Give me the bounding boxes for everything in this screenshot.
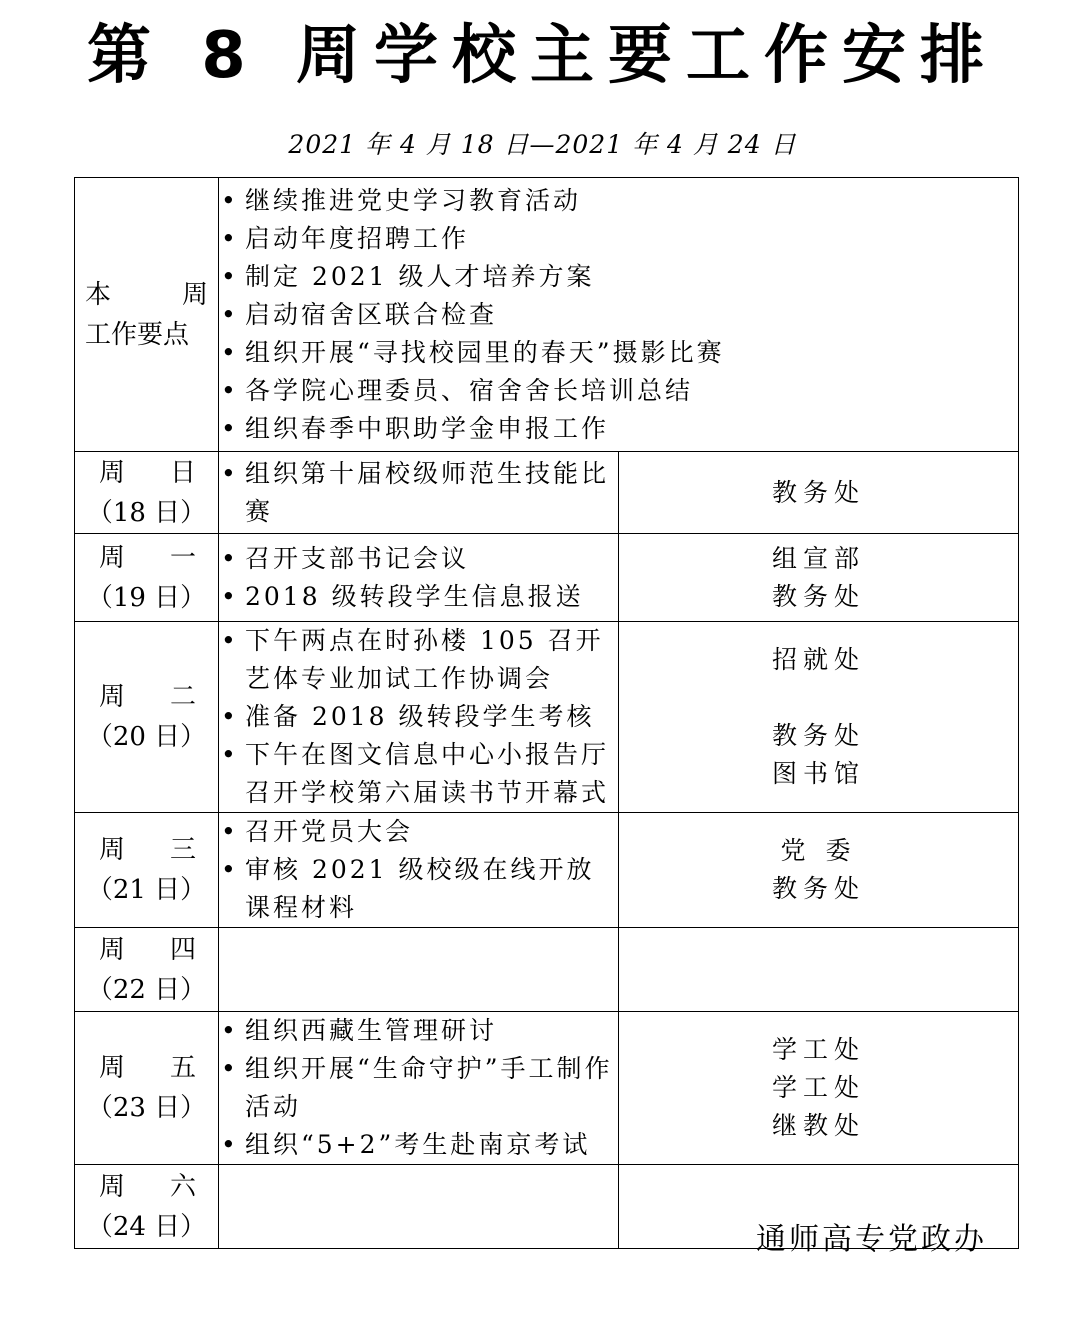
responsible-dept: 教务处 [771,581,865,611]
day-name-char-b: 四 [169,934,196,965]
summary-item: • 各学院心理委员、宿舍舍长培训总结 [219,372,1018,410]
responsible-dept: 学工处 [771,1073,865,1102]
day-dept-cell [619,452,1019,534]
day-label-cell [75,622,219,813]
summary-item: • 启动宿舍区联合检查 [219,296,1018,334]
responsible-dept: 教务处 [771,721,865,750]
task-item: • 下午在图文信息中心小报告厅召开学校第六届读书节开幕式 [219,736,618,812]
day-name-char-a: 周 [99,542,126,573]
day-dept-cell [619,1012,1019,1165]
day-name [75,1048,218,1088]
day-row [75,622,1019,813]
day-name-char-a: 周 [99,835,126,865]
day-date: （23 日） [86,1093,207,1123]
day-tasks-cell [219,1165,619,1249]
day-row [75,534,1019,622]
day-tasks-cell [219,1012,619,1165]
day-dept-cell [619,534,1019,622]
day-name-char-b: 日 [169,457,196,488]
day-dept-cell [619,622,1019,813]
day-row [75,813,1019,928]
day-name-char-b: 一 [169,542,196,573]
responsible-dept: 教务处 [771,477,865,507]
day-name-char-b: 五 [169,1053,196,1083]
summary-item: • 制定 2021 级人才培养方案 [219,258,1018,296]
day-dept-cell [619,928,1019,1012]
task-item: • 组织“5+2”考生赴南京考试 [219,1126,618,1164]
day-tasks-cell [219,452,619,534]
day-name [75,1167,218,1207]
task-list [219,813,618,927]
day-row [75,1012,1019,1165]
task-item: • 下午两点在时孙楼 105 召开艺体专业加试工作协调会 [219,622,618,698]
day-name [75,830,218,870]
date-range: 2021 年 4 月 18 日—2021 年 4 月 24 日 [288,130,797,159]
task-item: • 审核 2021 级校级在线开放课程材料 [219,851,618,927]
signature: 通师高专党政办 [756,1222,987,1257]
day-date: （18 日） [86,497,207,528]
summary-label-cell [75,178,219,452]
day-name-char-a: 周 [99,1171,126,1202]
schedule-table [74,177,1019,1249]
day-tasks-cell [219,622,619,813]
responsible-dept: 招就处 [771,645,865,674]
task-item: • 组织西藏生管理研讨 [219,1012,618,1050]
day-date: （21 日） [86,875,207,905]
responsible-dept: 党 委 [780,836,857,865]
day-tasks-cell [219,928,619,1012]
day-label-cell [75,1012,219,1165]
day-row [75,928,1019,1012]
task-list [219,1012,618,1164]
day-name [75,453,218,493]
task-list [219,622,618,812]
day-date: （24 日） [86,1211,207,1242]
day-name-char-b: 六 [169,1171,196,1202]
responsible-dept: 图书馆 [771,759,865,788]
day-name-char-b: 二 [169,682,196,712]
day-name-char-b: 三 [169,835,196,865]
day-name-char-a: 周 [99,1053,126,1083]
responsible-dept: 组宣部 [771,543,865,573]
day-name-char-a: 周 [99,934,126,965]
summary-row [75,178,1019,452]
summary-item: • 启动年度招聘工作 [219,220,1018,258]
summary-label-line2: 工作要点 [85,319,190,350]
day-name [75,930,218,970]
day-dept-cell [619,813,1019,928]
task-item: • 准备 2018 级转段学生考核 [219,698,618,736]
summary-label-line1 [85,275,218,315]
day-label-cell [75,813,219,928]
responsible-dept: 继教处 [771,1111,865,1140]
task-list [219,540,618,616]
day-label-cell [75,452,219,534]
task-list [219,455,618,531]
day-name-char-a: 周 [99,457,126,488]
task-item: • 组织开展“生命守护”手工制作活动 [219,1050,618,1126]
task-item: • 召开党员大会 [219,813,618,851]
document-title: 第 8 周学校主要工作安排 [86,19,999,93]
day-label-cell [75,534,219,622]
responsible-dept: 教务处 [771,874,865,903]
summary-item: • 继续推进党史学习教育活动 [219,182,1018,220]
day-date: （19 日） [86,582,207,613]
day-name [75,677,218,717]
day-tasks-cell [219,813,619,928]
day-name-char-a: 周 [99,682,126,712]
day-name [75,538,218,578]
summary-label-char-a: 本 [85,279,112,310]
summary-list [219,182,1018,448]
day-row [75,452,1019,534]
responsible-dept: 学工处 [771,1035,865,1064]
day-date: （22 日） [86,974,207,1005]
task-item: • 2018 级转段学生信息报送 [219,578,618,616]
day-rows [75,452,1019,1249]
day-label-cell [75,928,219,1012]
summary-item: • 组织春季中职助学金申报工作 [219,410,1018,448]
day-label-cell [75,1165,219,1249]
day-date: （20 日） [86,722,207,752]
summary-label-char-b: 周 [181,279,208,310]
task-item: • 召开支部书记会议 [219,540,618,578]
day-tasks-cell [219,534,619,622]
summary-item: • 组织开展“寻找校园里的春天”摄影比赛 [219,334,1018,372]
task-item: • 组织第十届校级师范生技能比赛 [219,455,618,531]
summary-items-cell [219,178,1019,452]
